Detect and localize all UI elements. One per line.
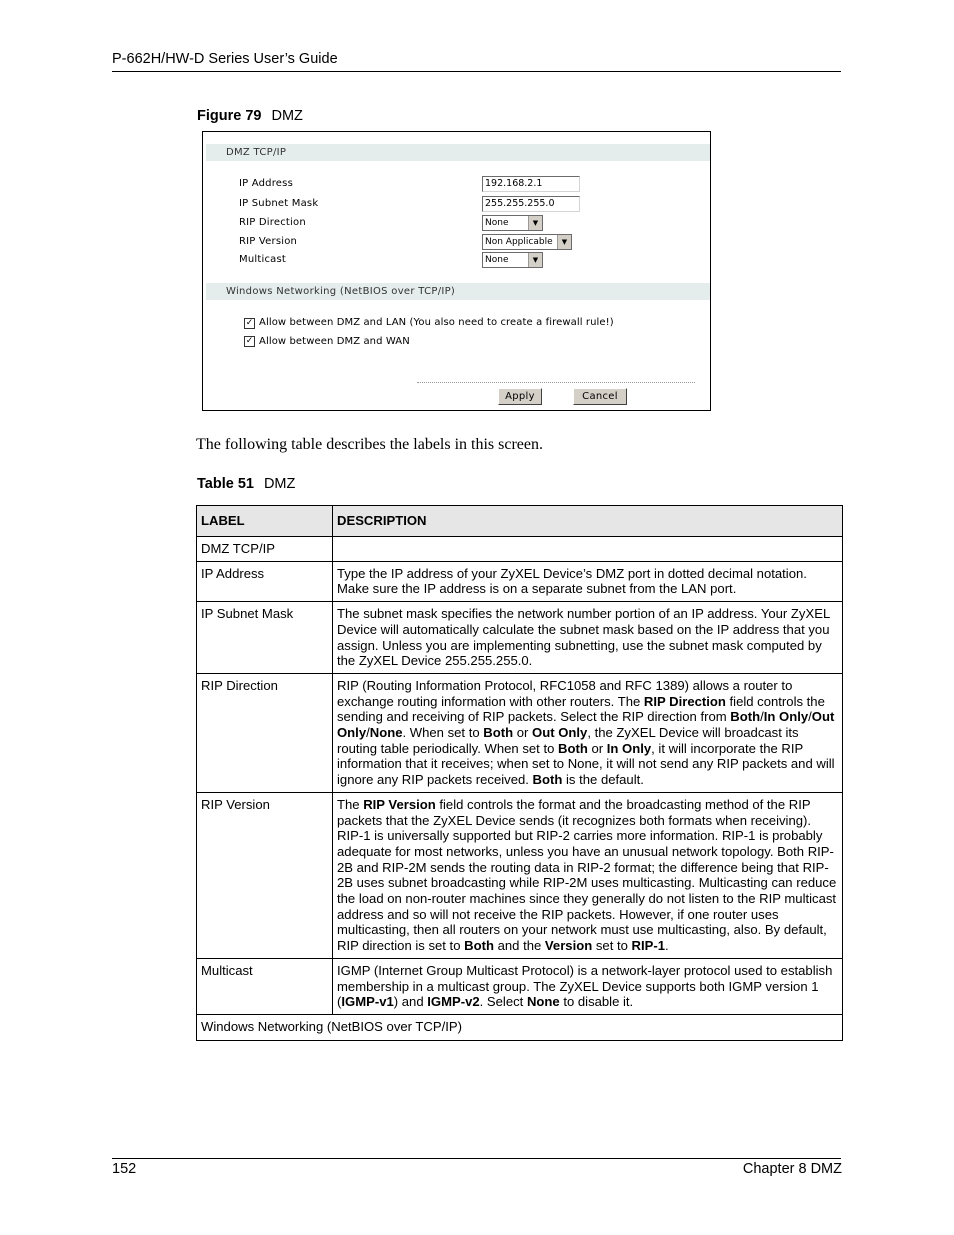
- label-description-table: [196, 505, 843, 1041]
- header-rule: [112, 71, 841, 72]
- figure-caption: [197, 108, 303, 124]
- column-header-label: LABEL: [197, 506, 333, 537]
- divider: [417, 382, 695, 383]
- subnet-mask-input[interactable]: 255.255.255.0: [482, 196, 580, 212]
- row-label: IP Subnet Mask: [197, 602, 333, 674]
- footer-rule: [112, 1158, 841, 1159]
- chevron-down-icon: ▼: [528, 216, 542, 230]
- table-row: [197, 602, 843, 674]
- table-title: DMZ: [263, 476, 296, 492]
- table-row: [197, 1014, 843, 1040]
- allow-dmz-wan-label: Allow between DMZ and WAN: [259, 336, 410, 347]
- running-header: P-662H/HW-D Series User’s Guide: [112, 51, 338, 67]
- multicast-select[interactable]: [482, 252, 543, 268]
- dmz-screenshot: [202, 131, 711, 411]
- row-label: RIP Direction: [197, 673, 333, 792]
- figure-title: DMZ: [271, 108, 303, 124]
- multicast-value: None: [485, 255, 509, 265]
- row-description: The subnet mask specifies the network number portion of an IP address. Your ZyXEL Device will automatically calculate the subnet mask based on the IP address that you assign. Unless you are implementing subnetting, use the subnet mask computed by the ZyXEL Device 255.255.255.0.: [333, 602, 843, 674]
- figure-number: Figure 79: [197, 108, 262, 124]
- rip-direction-select[interactable]: [482, 215, 543, 231]
- chapter-label: Chapter 8 DMZ: [742, 1161, 842, 1177]
- row-description: Type the IP address of your ZyXEL Device’s DMZ port in dotted decimal notation. Make sure the IP address is on a separate subnet from the LAN port.: [333, 561, 843, 601]
- table-row: [197, 673, 843, 792]
- row-label: RIP Version: [197, 792, 333, 958]
- table-number: Table 51: [197, 476, 254, 492]
- allow-dmz-lan-label: Allow between DMZ and LAN (You also need to create a firewall rule!): [259, 317, 614, 328]
- rip-version-select[interactable]: [482, 234, 572, 250]
- ip-address-label: IP Address: [239, 178, 293, 189]
- table-row: [197, 958, 843, 1014]
- row-description: RIP (Routing Information Protocol, RFC1058 and RFC 1389) allows a router to exchange routing information with other routers. The RIP Direction field controls the sending and receiving of RIP packets. Select the RIP direction from Both/In Only/Out Only/None. When set to Both or Out Only, the ZyXEL Device will broadcast its routing table periodically. When set to Both or In Only, it will incorporate the RIP information that it receives; when set to None, it will not send any RIP packets and will ignore any RIP packets received. Both is the default.: [333, 673, 843, 792]
- section-dmz-tcpip: DMZ TCP/IP: [206, 144, 710, 161]
- table-row: [197, 537, 843, 562]
- column-header-description: DESCRIPTION: [333, 506, 843, 537]
- apply-button[interactable]: Apply: [498, 388, 542, 405]
- rip-direction-label: RIP Direction: [239, 217, 306, 228]
- rip-direction-value: None: [485, 218, 509, 228]
- rip-version-value: Non Applicable: [485, 237, 553, 247]
- section-windows-networking: Windows Networking (NetBIOS over TCP/IP): [206, 283, 710, 300]
- cancel-button[interactable]: Cancel: [573, 388, 627, 405]
- table-row: [197, 561, 843, 601]
- multicast-label: Multicast: [239, 254, 287, 265]
- allow-dmz-wan-checkbox[interactable]: ✓: [245, 336, 254, 346]
- chevron-down-icon: ▼: [557, 235, 571, 249]
- intro-text: The following table describes the labels in this screen.: [196, 436, 544, 453]
- section-row-label: Windows Networking (NetBIOS over TCP/IP): [197, 1014, 843, 1040]
- row-label: DMZ TCP/IP: [197, 537, 333, 562]
- table-caption: [197, 476, 295, 492]
- row-label: Multicast: [197, 958, 333, 1014]
- chevron-down-icon: ▼: [528, 253, 542, 267]
- row-description: [333, 537, 843, 562]
- allow-dmz-lan-checkbox[interactable]: ✓: [245, 318, 254, 328]
- page-number: 152: [112, 1161, 137, 1177]
- table-row: [197, 792, 843, 958]
- ip-address-input[interactable]: 192.168.2.1: [482, 176, 580, 192]
- subnet-mask-label: IP Subnet Mask: [239, 198, 319, 209]
- rip-version-label: RIP Version: [239, 236, 298, 247]
- row-description: IGMP (Internet Group Multicast Protocol) is a network-layer protocol used to establish membership in a multicast group. The ZyXEL Device supports both IGMP version 1 (IGMP-v1) and IGMP-v2. Select None to disable it.: [333, 958, 843, 1014]
- row-label: IP Address: [197, 561, 333, 601]
- row-description: The RIP Version field controls the format and the broadcasting method of the RIP packets that the ZyXEL Device sends (it recognizes both formats when receiving). RIP-1 is universally supported but RIP-2 carries more information. RIP-1 is probably adequate for most networks, unless you have an unusual network topology. Both RIP-2B and RIP-2M sends the routing data in RIP-2 format; the difference being that RIP-2B uses subnet broadcasting while RIP-2M uses multicasting. Multicasting can reduce the load on non-router machines since they generally do not listen to the RIP multicast address and so will not receive the RIP packets. However, if one router uses multicasting, then all routers on your network must use multicasting, also. By default, RIP direction is set to Both and the Version set to RIP-1.: [333, 792, 843, 958]
